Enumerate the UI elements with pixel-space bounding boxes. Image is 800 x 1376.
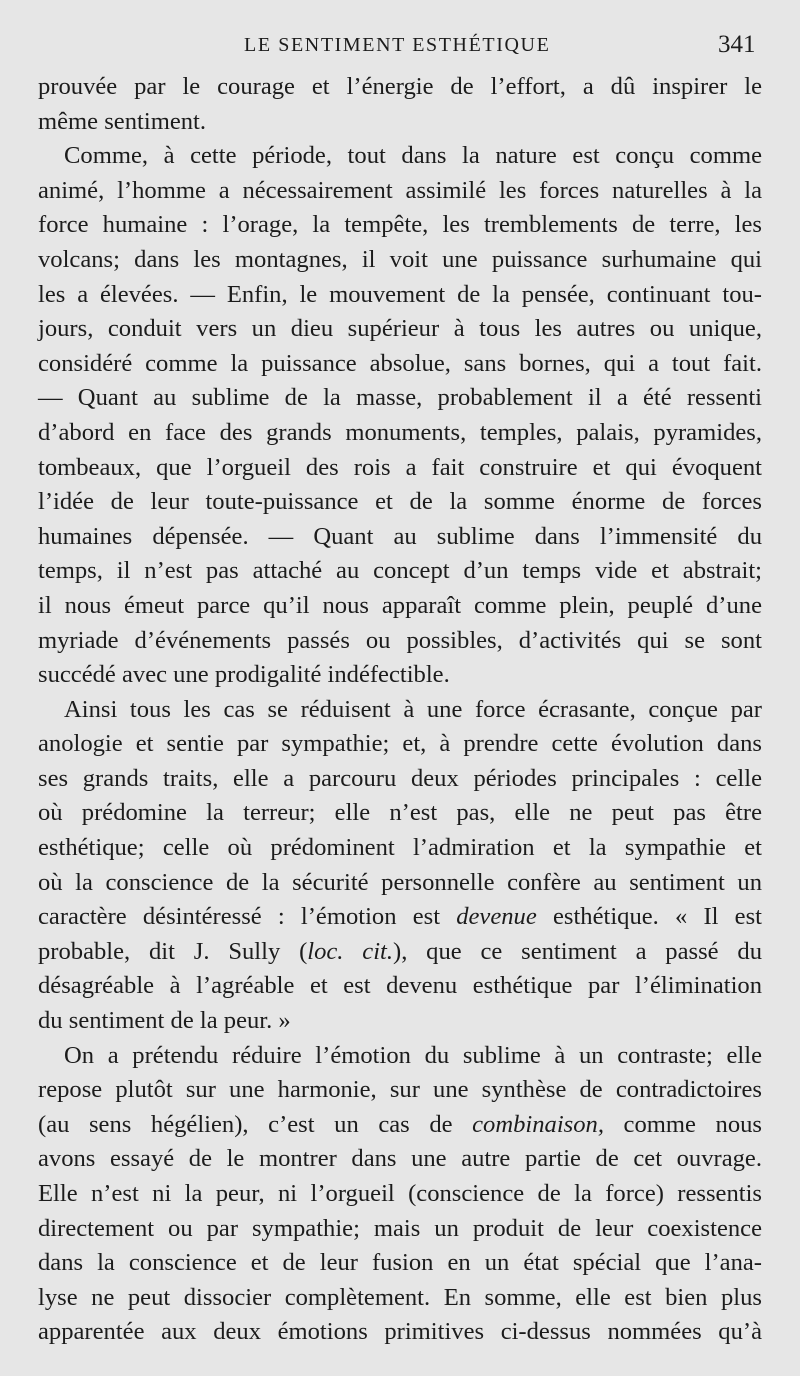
text-line: volcans; dans les montagnes, il voit une puissance surhumaine qui xyxy=(38,245,762,273)
text-line: succédé avec une prodigalité indéfectible. xyxy=(38,661,450,689)
text-line: où la conscience de la sécurité personnelle confère au sentiment un xyxy=(38,868,762,896)
text-line: humaines dépensée. — Quant au sublime dans l’immensité du xyxy=(38,522,762,550)
text-line: temps, il n’est pas attaché au concept d’un temps vide et abstrait; xyxy=(38,557,762,585)
text-line: repose plutôt sur une harmonie, sur une synthèse de contradictoires xyxy=(38,1076,762,1104)
italic-text: combinaison, xyxy=(472,1110,604,1138)
text-line xyxy=(38,1108,762,1143)
running-title: LE SENTIMENT ESTHÉTIQUE xyxy=(244,34,551,56)
text-line: On a prétendu réduire l’émotion du sublime à un contraste; elle xyxy=(64,1041,762,1069)
text-line: Comme, à cette période, tout dans la nature est conçu comme xyxy=(64,142,762,170)
text-segment: esthétique. « Il est xyxy=(536,903,762,931)
text-segment: caractère désintéressé : l’émotion est xyxy=(38,903,457,931)
text-line: considéré comme la puissance absolue, sans bornes, qui a tout fait. xyxy=(38,349,762,377)
text-line: directement ou par sympathie; mais un produit de leur coexistence xyxy=(38,1214,762,1242)
text-line: où prédomine la terreur; elle n’est pas, elle ne peut pas être xyxy=(38,799,762,827)
text-segment: probable, dit J. Sully ( xyxy=(38,937,308,965)
page-number: 341 xyxy=(718,31,756,58)
text-line: désagréable à l’agréable et est devenu esthétique par l’élimination xyxy=(38,972,762,1000)
text-line: animé, l’homme a nécessairement assimilé les forces naturelles à la xyxy=(38,176,762,204)
text-line: jours, conduit vers un dieu supérieur à tous les autres ou unique, xyxy=(38,315,762,343)
text-line: prouvée par le courage et l’énergie de l’effort, a dû inspirer le xyxy=(38,73,762,100)
italic-text: devenue xyxy=(456,903,537,931)
text-line: ses grands traits, elle a parcouru deux périodes principales : celle xyxy=(38,764,762,792)
text-line: apparentée aux deux émotions primitives ci-dessus nommées qu’à xyxy=(38,1318,762,1346)
text-line: les a élevées. — Enfin, le mouvement de la pensée, continuant tou- xyxy=(38,280,762,308)
text-line: lyse ne peut dissocier complètement. En somme, elle est bien plus xyxy=(38,1283,762,1311)
text-line: dans la conscience et de leur fusion en un état spécial que l’ana- xyxy=(38,1249,762,1277)
text-line: d’abord en face des grands monuments, temples, palais, pyramides, xyxy=(38,418,762,446)
text-line: anologie et sentie par sympathie; et, à prendre cette évolution dans xyxy=(38,730,762,758)
body-text xyxy=(38,70,762,1350)
italic-text: loc. cit. xyxy=(307,937,394,965)
text-line: du sentiment de la peur. » xyxy=(38,1007,291,1035)
text-line: avons essayé de le montrer dans une autre partie de cet ouvrage. xyxy=(38,1145,762,1173)
text-segment: comme nous xyxy=(603,1110,762,1138)
page-header xyxy=(0,32,800,66)
text-line: l’idée de leur toute-puissance et de la somme énorme de forces xyxy=(38,488,762,516)
text-segment: ), que ce sentiment a passé du xyxy=(393,937,762,965)
text-line: même sentiment. xyxy=(38,107,207,135)
text-line: tombeaux, que l’orgueil des rois a fait construire et qui évoquent xyxy=(38,453,762,481)
text-line: — Quant au sublime de la masse, probablement il a été ressenti xyxy=(38,384,762,412)
text-line: Ainsi tous les cas se réduisent à une force écrasante, conçue par xyxy=(64,695,762,723)
text-line xyxy=(38,900,762,935)
text-line xyxy=(38,935,762,970)
text-line: force humaine : l’orage, la tempête, les tremblements de terre, les xyxy=(38,211,762,239)
text-line: myriade d’événements passés ou possibles, d’activités qui se sont xyxy=(38,626,762,654)
text-segment: (au sens hégélien), c’est un cas de xyxy=(38,1110,473,1138)
text-line: Elle n’est ni la peur, ni l’orgueil (conscience de la force) ressentis xyxy=(38,1180,762,1207)
text-line: il nous émeut parce qu’il nous apparaît comme plein, peuplé d’une xyxy=(38,591,762,619)
text-line: esthétique; celle où prédominent l’admiration et la sympathie et xyxy=(38,834,762,862)
